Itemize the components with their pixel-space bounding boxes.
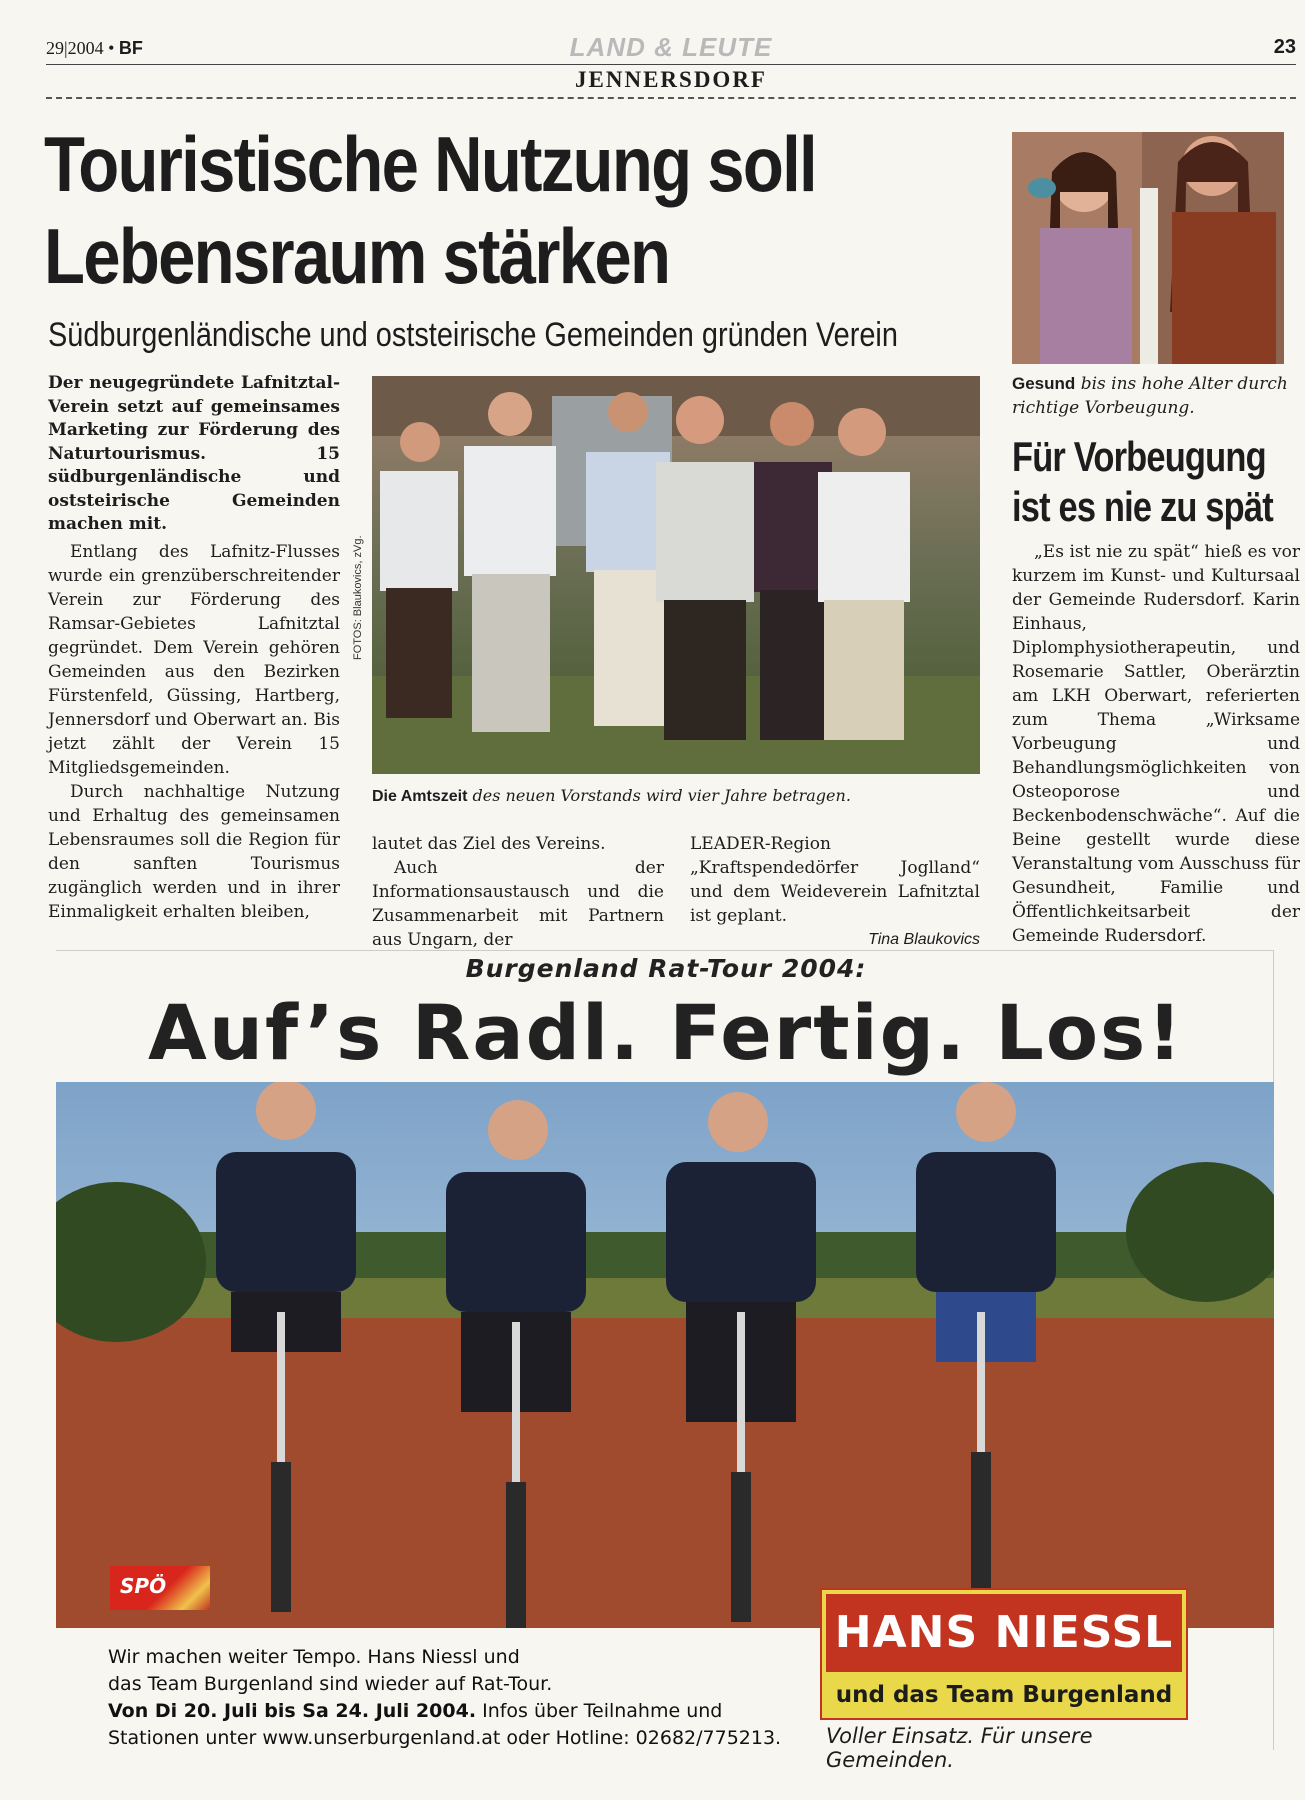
ad-kicker: Burgenland Rat-Tour 2004: [465,954,867,983]
headline-line-1: Touristische Nutzung soll [44,120,816,208]
group-photo-image [372,376,980,774]
article-paragraph: Entlang des Lafnitz-Flusses wurde ein grenzüberschreitender Verein zur Förderung des Ramsar-Gebietes Lafnitztal gegründet. Dem Verein gehören Gemeinden aus den Bezirken Fürstenfeld, Güssing, Hartberg, Jennersdorf und Oberwart an. Bis jetzt zählt der Verein 15 Mitgliedsgemeinden. [48,542,340,778]
issue-info: 29|2004 • BF [46,38,143,58]
cyclists-image [56,1082,1274,1628]
article-lead: Der neugegründete Lafnitztal-Verein setzt auf gemeinsames Marketing zur Förderung des Naturtourismus. 15 südburgenländische und oststeirische Gemeinden machen mit. [48,373,340,534]
sidebar-headline-line-1: Für Vorbeugung [1012,433,1266,480]
ad-copy-text: Infos über Teilnahme und [476,1700,723,1722]
article-paragraph: lautet das Ziel des Vereins. [372,834,606,854]
ad-copy [108,1644,808,1752]
issue-number: 29|2004 [46,38,104,58]
article-paragraph: LEADER-Region „Kraftspendedörfer Joglland“ und dem Weideverein Lafnitztal ist geplant. [690,834,980,926]
niessl-brand-box [820,1588,1188,1720]
article-column-2 [372,832,664,952]
article-column-3 [690,832,980,952]
group-photo-caption [372,786,982,806]
caption-bold: Die Amtszeit [372,788,468,805]
caption-text: bis ins hohe Alter durch richtige Vorbeugung. [1012,374,1288,418]
ad-copy-line: Wir machen weiter Tempo. Hans Niessl und [108,1646,520,1668]
ad-copy-line: Stationen unter www.unserburgenland.at oder Hotline: 02682/775213. [108,1727,782,1749]
dashed-rule [46,97,1296,99]
sidebar-headline-line-2: ist es nie zu spät [1012,483,1273,530]
region-title: JENNERSDORF [575,67,767,92]
page-header [46,32,1296,64]
ad-copy-line: das Team Burgenland sind wieder auf Rat-Tour. [108,1673,553,1695]
photo-credit: FOTOS: Blaukovics, zVg. [352,535,364,660]
brand-subtitle: und das Team Burgenland [835,1682,1173,1708]
headline-line-2: Lebensraum stärken [44,212,670,300]
ad-slogan: Voller Einsatz. Für unsere Gemeinden. [826,1724,1093,1772]
ad-cyclists-photo [56,1082,1274,1628]
sidebar-headline [1012,432,1283,532]
sidebar-paragraph: „Es ist nie zu spät“ hieß es vor kurzem im Kunst- und Kultursaal der Gemeinde Rudersdorf. Karin Einhaus, Diplomphysiotherapeutin, und Rosemarie Sattler, Oberärztin am LKH Oberwart, referierten zum Thema „Wirksame Vorbeugung und Behandlungsmöglichkeiten von Osteoporose und Beckenbodenschwäche“. Auf die Beine gestellt wurde diese Veranstaltung vom Ausschuss für Gesundheit, Familie und Öffentlichkeitsarbeit der Gemeinde Rudersdorf. [1012,542,1300,946]
sidebar-body [1012,540,1300,948]
caption-text: des neuen Vorstands wird vier Jahre betragen. [467,786,851,805]
section-title: LAND & LEUTE [569,32,773,62]
article-paragraph: Durch nachhaltige Nutzung und Erhaltug des gemeinsamen Lebensraumes soll die Region für den sanften Tourismus zugänglich werden und in ihrer Einmaligkeit erhalten bleiben, [48,782,340,922]
sidebar-photo-caption [1012,372,1292,420]
article-headline [44,118,861,302]
caption-bold: Gesund [1012,374,1076,393]
spo-logo: SPÖ [110,1566,210,1610]
article-paragraph: Auch der Informationsaustausch und die Zusammenarbeit mit Partnern aus Ungarn, der [372,858,664,950]
publication-name: BF [118,38,143,58]
sidebar-photo [1012,132,1284,364]
article-subheadline: Südburgenländische und oststeirische Gemeinden gründen Verein [48,316,898,354]
ad-dates: Von Di 20. Juli bis Sa 24. Juli 2004. [108,1700,477,1722]
page-number: 23 [1273,36,1296,58]
article-author: Tina Blaukovics [868,931,980,948]
sidebar-photo-image [1012,132,1284,364]
ad-copy-line [108,1698,808,1725]
brand-name: HANS NIESSL [826,1594,1182,1672]
ad-title: Auf’s Radl. Fertig. Los! [148,988,1184,1077]
group-photo [372,376,980,774]
article-column-1 [48,540,340,924]
header-rule [46,64,1296,65]
